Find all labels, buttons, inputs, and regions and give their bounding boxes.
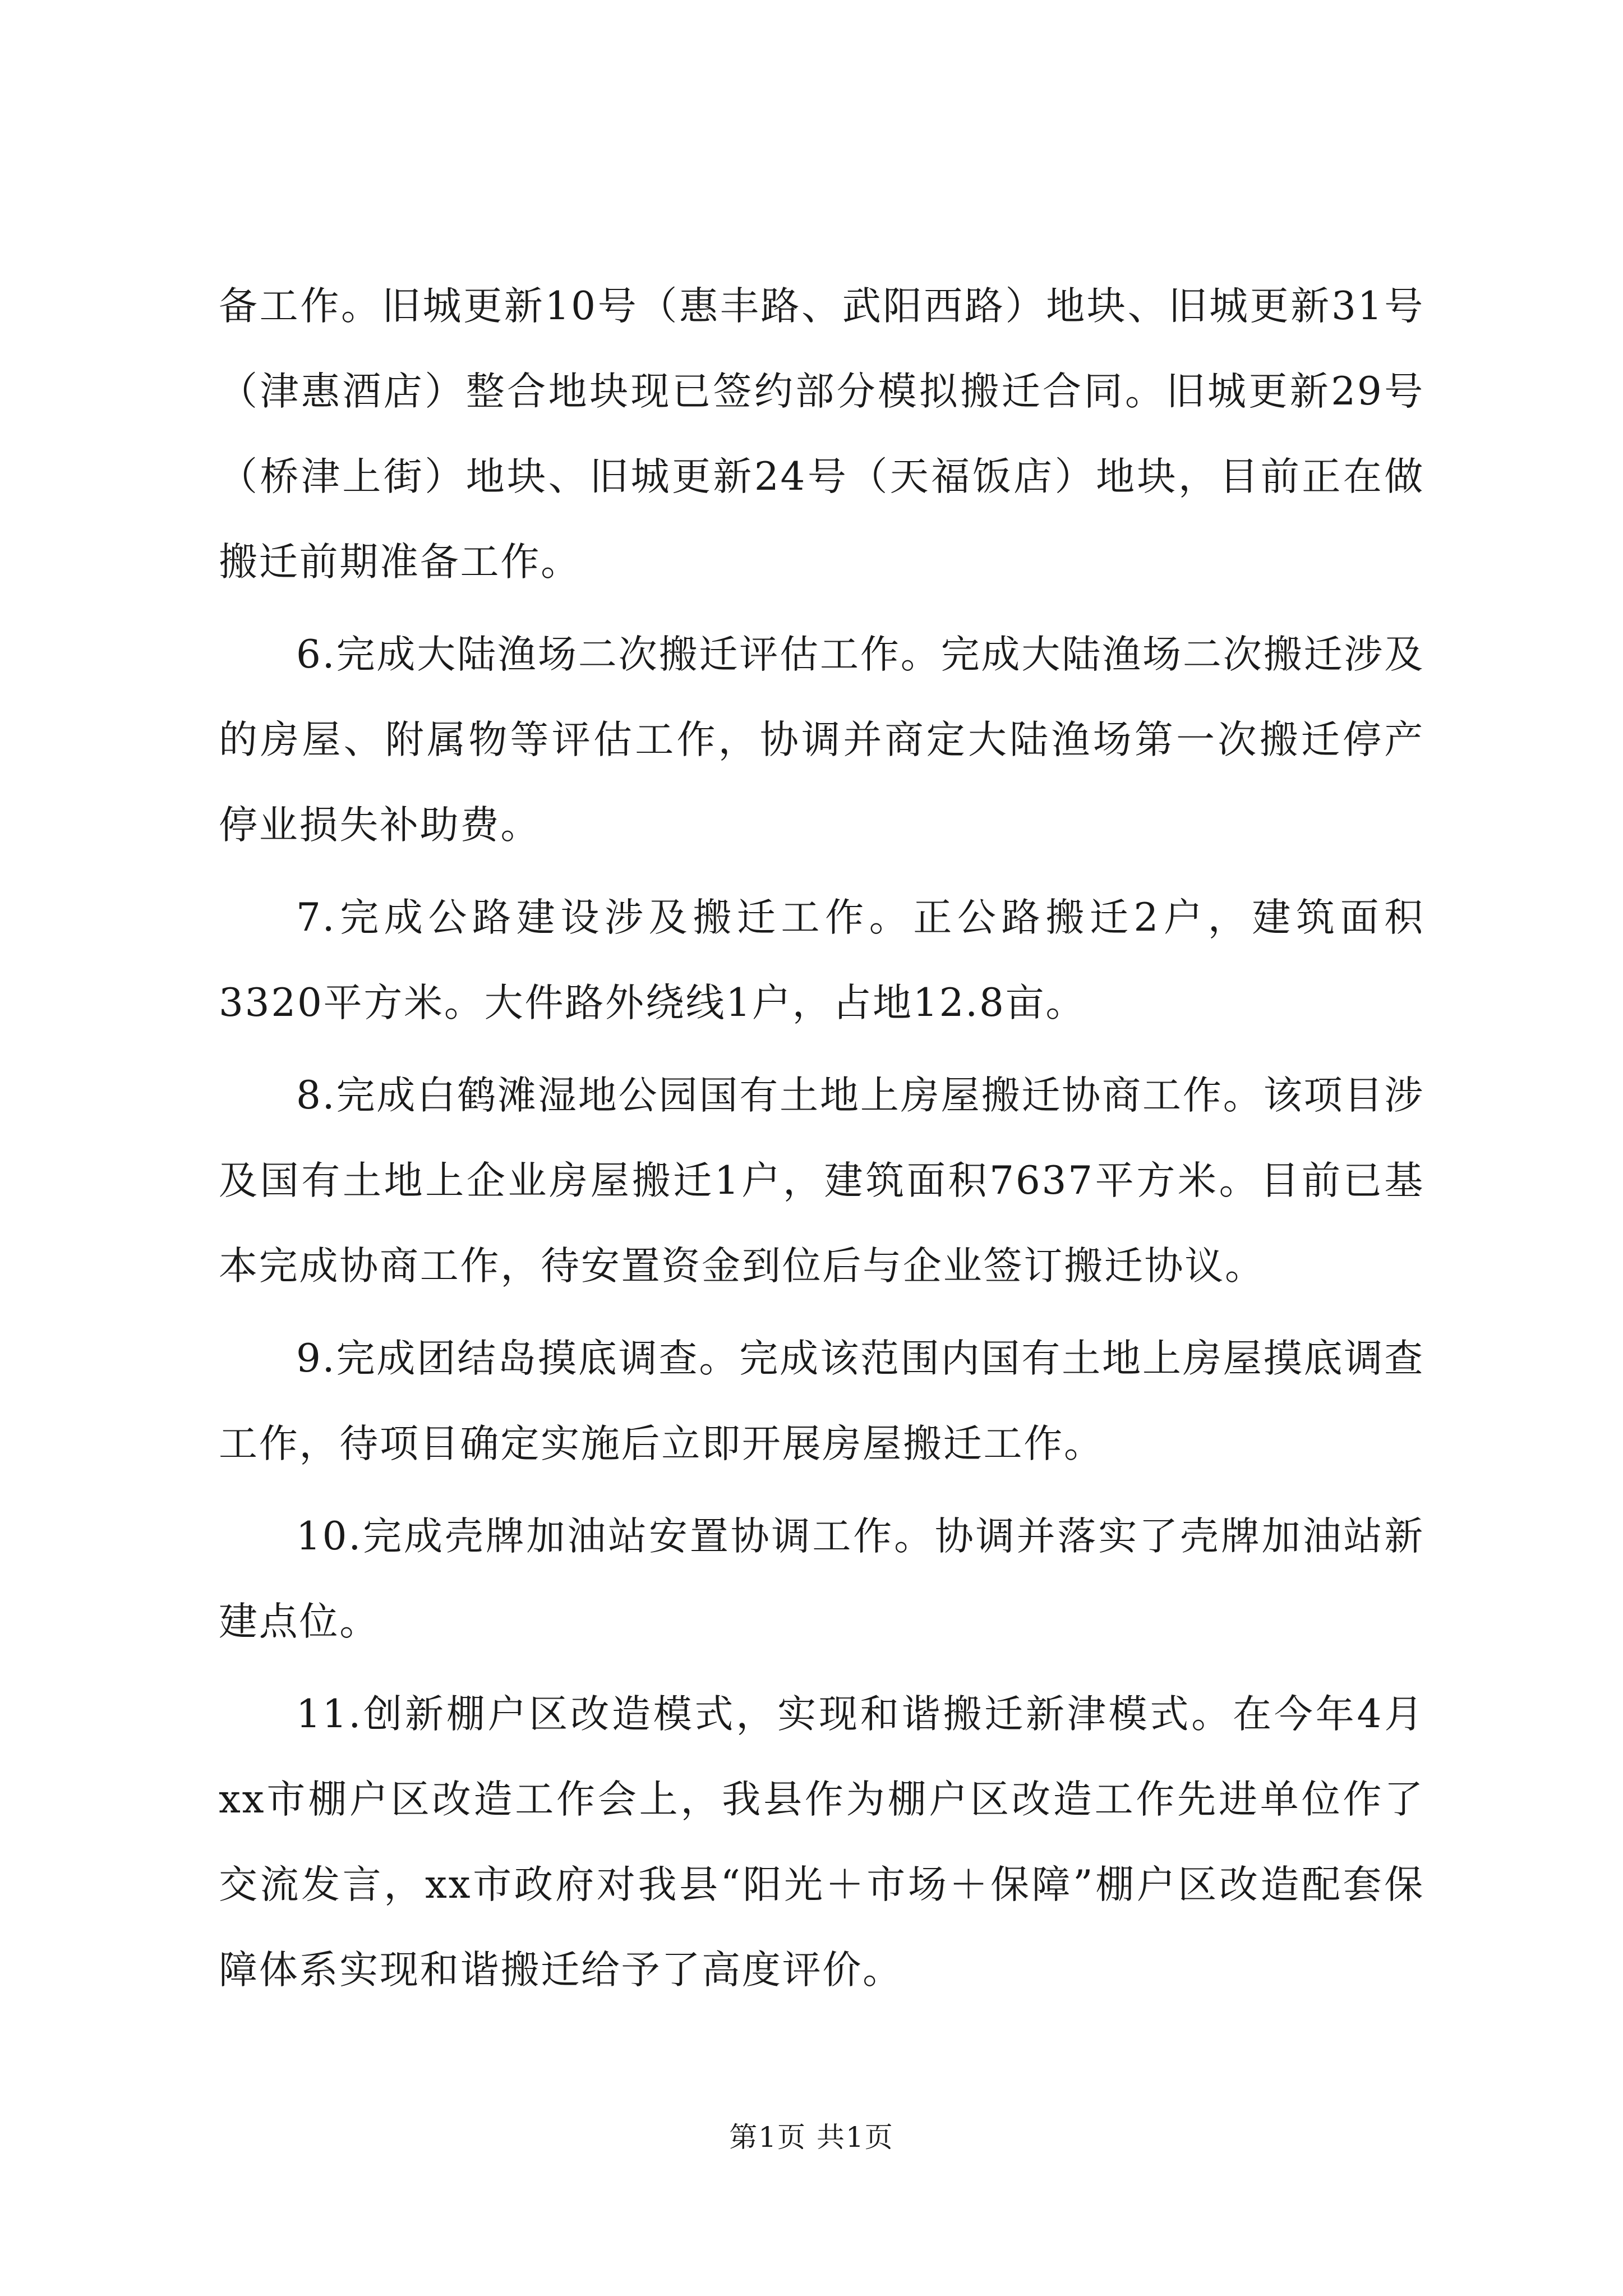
paragraph-item-11: 11.创新棚户区改造模式，实现和谐搬迁新津模式。在今年4月xx市棚户区改造工作会上，我县作为棚户区改造工作先进单位作了交流发言，xx市政府对我县“阳光＋市场＋保障”棚户区改造配套保障体系实现和谐搬迁给予了高度评价。 <box>219 1692 1424 1993</box>
paragraph-item-8: 8.完成白鹤滩湿地公园国有土地上房屋搬迁协商工作。该项目涉及国有土地上企业房屋搬迁1户，建筑面积7637平方米。目前已基本完成协商工作，待安置资金到位后与企业签订搬迁协议。 <box>219 1073 1424 1289</box>
page-footer: 第1页 共1页 <box>729 2121 894 2154</box>
paragraph-continuation: 备工作。旧城更新10号（惠丰路、武阳西路）地块、旧城更新31号（津惠酒店）整合地块现已签约部分模拟搬迁合同。旧城更新29号（桥津上街）地块、旧城更新24号（天福饭店）地块，目前正在做搬迁前期准备工作。 <box>219 284 1424 585</box>
paragraph-item-10: 10.完成壳牌加油站安置协调工作。协调并落实了壳牌加油站新建点位。 <box>219 1514 1424 1644</box>
paragraph-item-7: 7.完成公路建设涉及搬迁工作。正公路搬迁2户，建筑面积3320平方米。大件路外绕线1户，占地12.8亩。 <box>219 895 1424 1025</box>
paragraph-item-9: 9.完成团结岛摸底调查。完成该范围内国有土地上房屋摸底调查工作，待项目确定实施后立即开展房屋搬迁工作。 <box>219 1336 1424 1466</box>
paragraph-item-6: 6.完成大陆渔场二次搬迁评估工作。完成大陆渔场二次搬迁涉及的房屋、附属物等评估工作，协调并商定大陆渔场第一次搬迁停产停业损失补助费。 <box>219 632 1424 848</box>
document-body <box>219 264 1424 2020</box>
